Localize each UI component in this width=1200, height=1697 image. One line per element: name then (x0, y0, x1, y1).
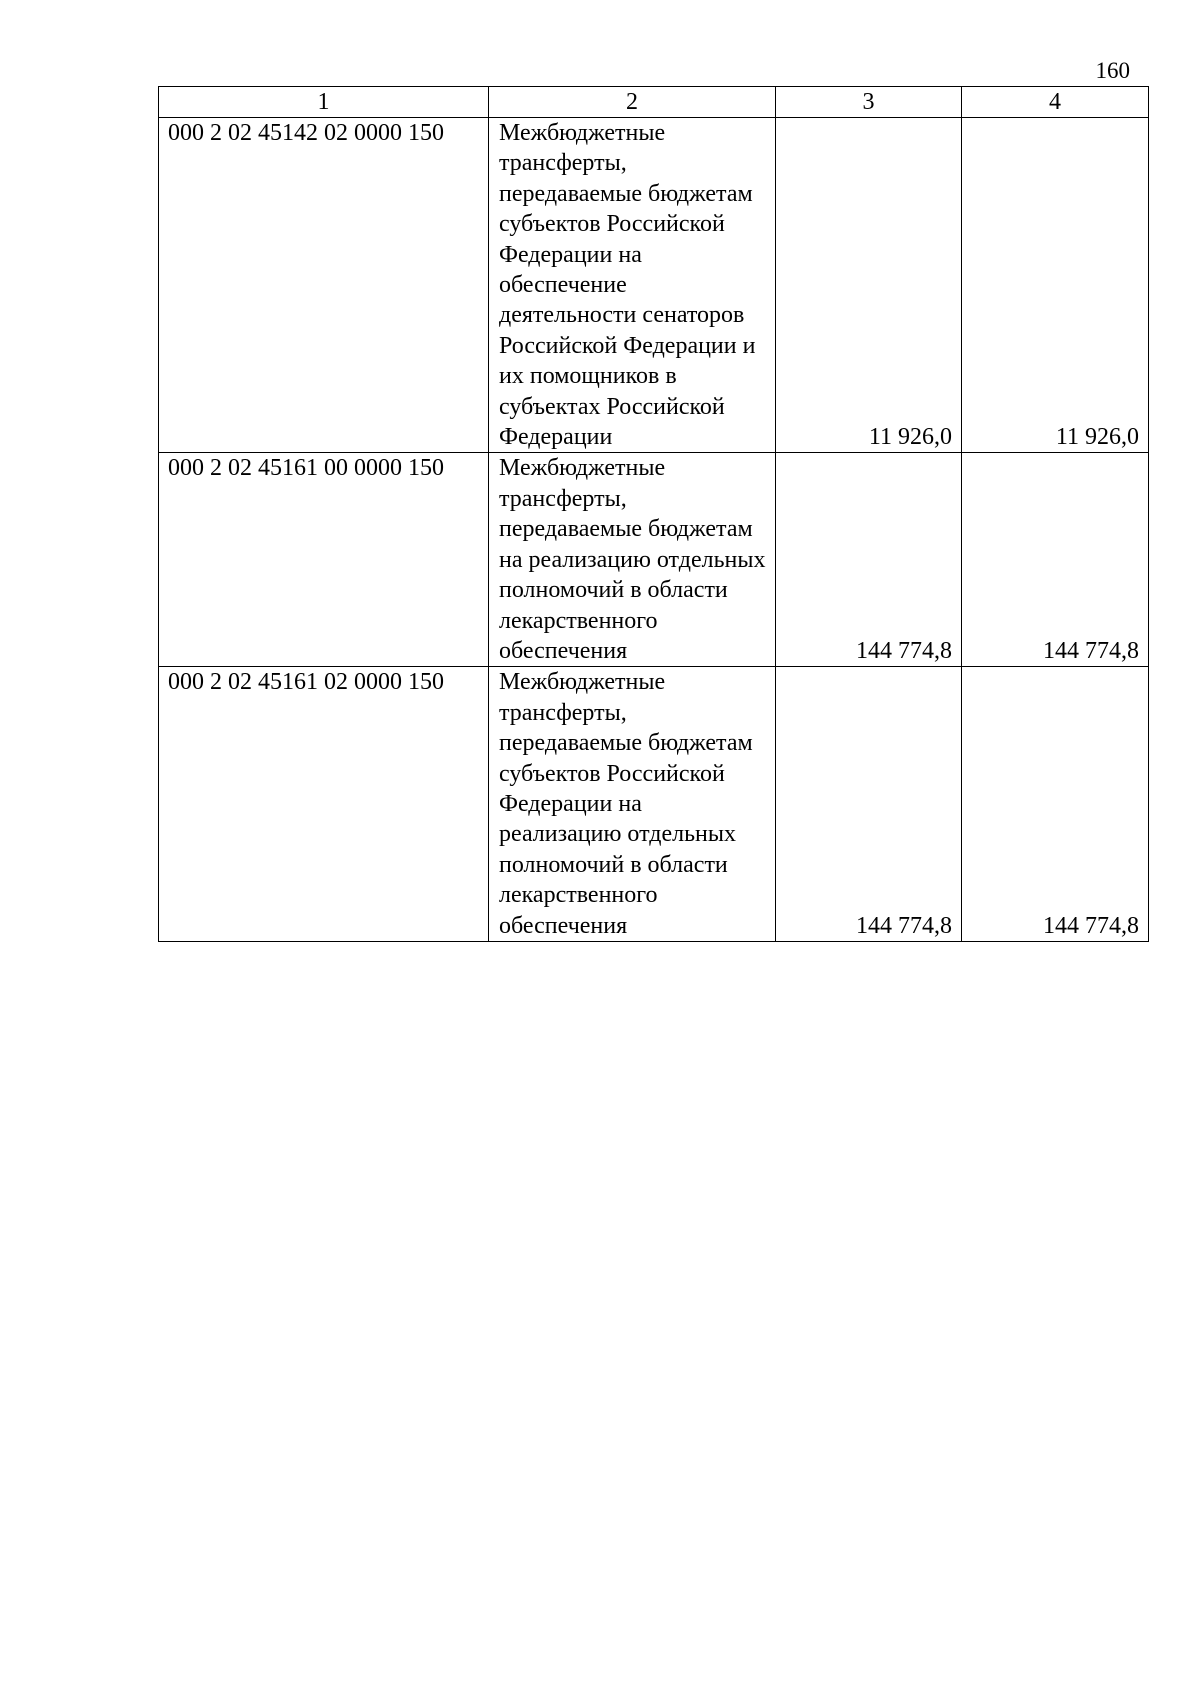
table-body (159, 118, 1149, 942)
row-code: 000 2 02 45161 02 0000 150 (159, 667, 489, 942)
row-name: Межбюджетные трансферты, передаваемые бюджетам субъектов Российской Федерации на реализацию отдельных полномочий в области лекарственного обеспечения (489, 667, 776, 942)
row-code: 000 2 02 45142 02 0000 150 (159, 118, 489, 453)
header-row (159, 87, 1149, 118)
table-row (159, 118, 1149, 453)
header-col-1: 1 (159, 87, 489, 118)
row-name: Межбюджетные трансферты, передаваемые бюджетам на реализацию отдельных полномочий в области лекарственного обеспечения (489, 453, 776, 667)
page-number: 160 (1095, 58, 1130, 83)
row-amount-col-4: 144 774,8 (962, 667, 1149, 942)
row-amount-col-3: 11 926,0 (776, 118, 962, 453)
row-amount-col-4: 11 926,0 (962, 118, 1149, 453)
row-amount-col-3: 144 774,8 (776, 453, 962, 667)
budget-table (158, 86, 1149, 942)
table-row (159, 453, 1149, 667)
table-header (159, 87, 1149, 118)
header-col-3: 3 (776, 87, 962, 118)
row-amount-col-4: 144 774,8 (962, 453, 1149, 667)
row-name: Межбюджетные трансферты, передаваемые бюджетам субъектов Российской Федерации на обеспечение деятельности сенаторов Российской Федерации и их помощников в субъектах Российской Федерации (489, 118, 776, 453)
header-col-2: 2 (489, 87, 776, 118)
header-col-4: 4 (962, 87, 1149, 118)
row-code: 000 2 02 45161 00 0000 150 (159, 453, 489, 667)
table-row (159, 667, 1149, 942)
row-amount-col-3: 144 774,8 (776, 667, 962, 942)
